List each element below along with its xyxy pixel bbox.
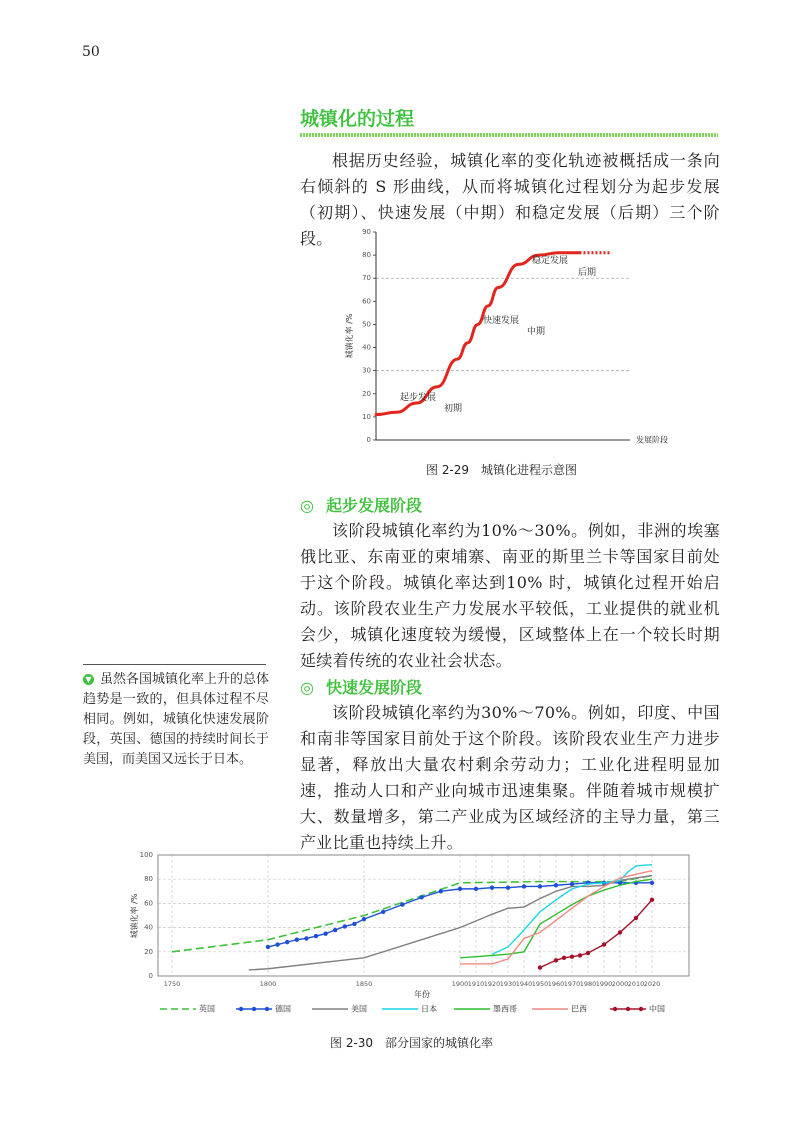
c2-legend-label-6: 中国 <box>649 1004 665 1014</box>
c1-ytick-label-3: 30 <box>362 366 371 375</box>
annotation-stable-stage: 稳定发展 <box>532 256 569 266</box>
c2-xtick-label-2: 1850 <box>355 980 373 988</box>
c2-legend-label-4: 墨西哥 <box>493 1004 517 1014</box>
c2-series-6-point-1 <box>554 958 558 962</box>
c2-series-1-point-13 <box>419 895 423 899</box>
note-arrow-icon: ▼ <box>83 674 94 685</box>
c2-xtick-label-12: 1990 <box>595 980 613 988</box>
s-curve-chart <box>340 226 680 452</box>
c2-xtick-label-1: 1800 <box>259 980 277 988</box>
subsection-title-fast <box>300 675 422 698</box>
c2-xtick-label-0: 1750 <box>163 980 181 988</box>
c2-legend-label-2: 美国 <box>351 1004 367 1014</box>
figure-2-30-caption: 图 2-30 部分国家的城镇化率 <box>330 1036 494 1050</box>
c2-series-6-point-0 <box>538 965 542 969</box>
c2-ytick-label-0: 0 <box>148 972 153 980</box>
c2-xtick-label-10: 1970 <box>563 980 581 988</box>
c2-xtick-label-9: 1960 <box>547 980 565 988</box>
c2-legend-swatch-1-dot-0 <box>239 1007 243 1011</box>
c2-series-1-point-19 <box>522 884 526 888</box>
c2-ytick-label-2: 40 <box>144 923 153 932</box>
c2-ytick-label-1: 20 <box>144 947 153 956</box>
c2-series-1-point-1 <box>275 942 279 946</box>
subsection-title-early <box>300 493 422 516</box>
ring-bullet-icon: ◎ <box>300 678 314 697</box>
c2-legend-label-0: 英国 <box>199 1004 215 1014</box>
c2-series-1-point-17 <box>490 885 494 889</box>
c2-series-1-point-15 <box>458 887 462 891</box>
c2-y-label: 城镇化率 /% <box>130 893 139 939</box>
country-urbanization-chart <box>120 846 720 1022</box>
c2-xtick-label-5: 1920 <box>483 980 501 988</box>
annotation-early-period: 初期 <box>444 404 463 414</box>
section-title: 城镇化的过程 <box>300 108 415 130</box>
c2-series-1-point-22 <box>570 882 574 886</box>
section-title-rule <box>300 133 718 137</box>
figure-2-29-caption: 图 2-29 城镇化进程示意图 <box>426 463 578 477</box>
c2-legend-swatch-1-dot-2 <box>265 1007 269 1011</box>
c1-ytick-label-1: 10 <box>362 412 371 421</box>
c2-legend-swatch-6-dot-2 <box>639 1007 643 1011</box>
annotation-early-stage: 起步发展 <box>400 393 437 403</box>
annotation-fast-period: 中期 <box>527 327 546 337</box>
c1-ytick-label-9: 90 <box>362 228 371 236</box>
c2-series-1-point-0 <box>266 945 270 949</box>
c2-series-1-point-18 <box>506 885 510 889</box>
c2-ytick-label-4: 80 <box>144 875 153 884</box>
c2-series-6-point-8 <box>634 916 638 920</box>
c2-series-1-point-3 <box>295 938 299 942</box>
side-note-text: 虽然各国城镇化率上升的总体趋势是一致的，但具体过程不尽相同。例如，城镇化快速发展阶段，英国、德国的持续时间长于美国，而美国又远长于日本。 <box>83 672 270 767</box>
c2-series-line-6 <box>540 900 652 968</box>
c2-plot-frame <box>158 855 689 976</box>
c2-xtick-label-11: 1980 <box>579 980 597 988</box>
annotation-fast-stage: 快速发展 <box>483 316 520 326</box>
c2-legend-swatch-6-dot-1 <box>626 1007 630 1011</box>
c2-legend-label-5: 巴西 <box>571 1004 587 1014</box>
c2-x-label: 年份 <box>414 990 430 999</box>
c2-legend-label-1: 德国 <box>275 1004 291 1014</box>
subsection-early-text: 该阶段城镇化率约为10%～30%。例如，非洲的埃塞俄比亚、东南亚的柬埔寨、南亚的斯里兰卡等国家目前处于这个阶段。城镇化率达到10% 时，城镇化过程开始启动。该阶段农业生产力发展水平较低，工业提供的就业机会少，城镇化速度较为缓慢，区域整体上在一个较长时期延续着传统的农业社会状态。 <box>300 521 720 670</box>
c2-xtick-label-6: 1930 <box>499 980 517 988</box>
c2-series-1-point-12 <box>400 902 404 906</box>
c1-ytick-label-2: 20 <box>362 389 371 398</box>
c2-series-1-point-14 <box>439 889 443 893</box>
c2-xtick-label-8: 1950 <box>531 980 549 988</box>
c1-y-label: 城镇化率 /% <box>345 313 354 359</box>
c2-ytick-label-3: 60 <box>144 899 153 908</box>
c2-series-1-point-5 <box>314 934 318 938</box>
s-curve-line <box>376 253 579 415</box>
c2-series-1-point-9 <box>352 922 356 926</box>
c2-series-1-point-4 <box>304 936 308 940</box>
c1-ytick-label-0: 0 <box>366 436 371 444</box>
c2-xtick-label-4: 1910 <box>467 980 485 988</box>
annotation-stable-period: 后期 <box>578 268 597 278</box>
c2-xtick-label-7: 1940 <box>515 980 533 988</box>
c2-xtick-label-15: 2020 <box>643 980 661 988</box>
c1-x-label: 发展阶段 <box>636 435 668 445</box>
c2-legend-swatch-6-dot-0 <box>613 1007 617 1011</box>
subsection-title-early-label: 起步发展阶段 <box>325 496 422 515</box>
c2-series-6-point-5 <box>586 951 590 955</box>
subsection-fast-text: 该阶段城镇化率约为30%～70%。例如，印度、中国和南非等国家目前处于这个阶段。该阶段农业生产力进步显著，释放出大量农村剩余劳动力；工业化进程明显加速，推动人口和产业向城市迅速集聚。伴随着城市规模扩大、数量增多，第二产业成为区域经济的主导力量，第三产业比重也持续上升。 <box>300 703 720 852</box>
page-number: 50 <box>82 44 100 60</box>
c2-series-6-point-3 <box>570 954 574 958</box>
c1-ytick-label-7: 70 <box>362 274 371 283</box>
c2-series-6-point-7 <box>618 930 622 934</box>
c1-ytick-label-4: 40 <box>362 343 371 352</box>
c2-series-1-point-7 <box>333 928 337 932</box>
c2-legend-swatch-1-dot-1 <box>252 1007 256 1011</box>
c2-xtick-label-14: 2010 <box>627 980 645 988</box>
c2-series-1-point-11 <box>381 910 385 914</box>
c2-series-1-point-2 <box>285 940 289 944</box>
c2-xtick-label-13: 2000 <box>611 980 629 988</box>
c2-legend-label-3: 日本 <box>421 1004 437 1014</box>
c2-series-6-point-4 <box>578 953 582 957</box>
intro-paragraph: 根据历史经验，城镇化率的变化轨迹被概括成一条向右倾斜的 S 形曲线，从而将城镇化过程划分为起步发展（初期）、快速发展（中期）和稳定发展（后期）三个阶段。 <box>300 151 720 248</box>
c2-series-6-point-9 <box>650 898 654 902</box>
c2-series-6-point-2 <box>562 956 566 960</box>
c2-series-1-point-21 <box>554 883 558 887</box>
c2-series-1-point-10 <box>362 917 366 921</box>
c2-series-1-point-16 <box>474 887 478 891</box>
ring-bullet-icon: ◎ <box>300 496 314 515</box>
c2-xtick-label-3: 1900 <box>451 980 469 988</box>
side-note-rule <box>83 664 266 665</box>
subsection-title-fast-label: 快速发展阶段 <box>325 678 422 697</box>
c1-ytick-label-8: 80 <box>362 251 371 260</box>
c2-series-1-point-20 <box>538 884 542 888</box>
c2-series-1-point-27 <box>650 881 654 885</box>
c1-ytick-label-5: 50 <box>362 320 371 329</box>
side-note <box>83 670 269 770</box>
c2-series-1-point-8 <box>343 924 347 928</box>
c2-ytick-label-5: 100 <box>139 851 153 859</box>
c2-series-6-point-6 <box>602 942 606 946</box>
c2-series-1-point-6 <box>323 931 327 935</box>
c1-ytick-label-6: 60 <box>362 297 371 306</box>
